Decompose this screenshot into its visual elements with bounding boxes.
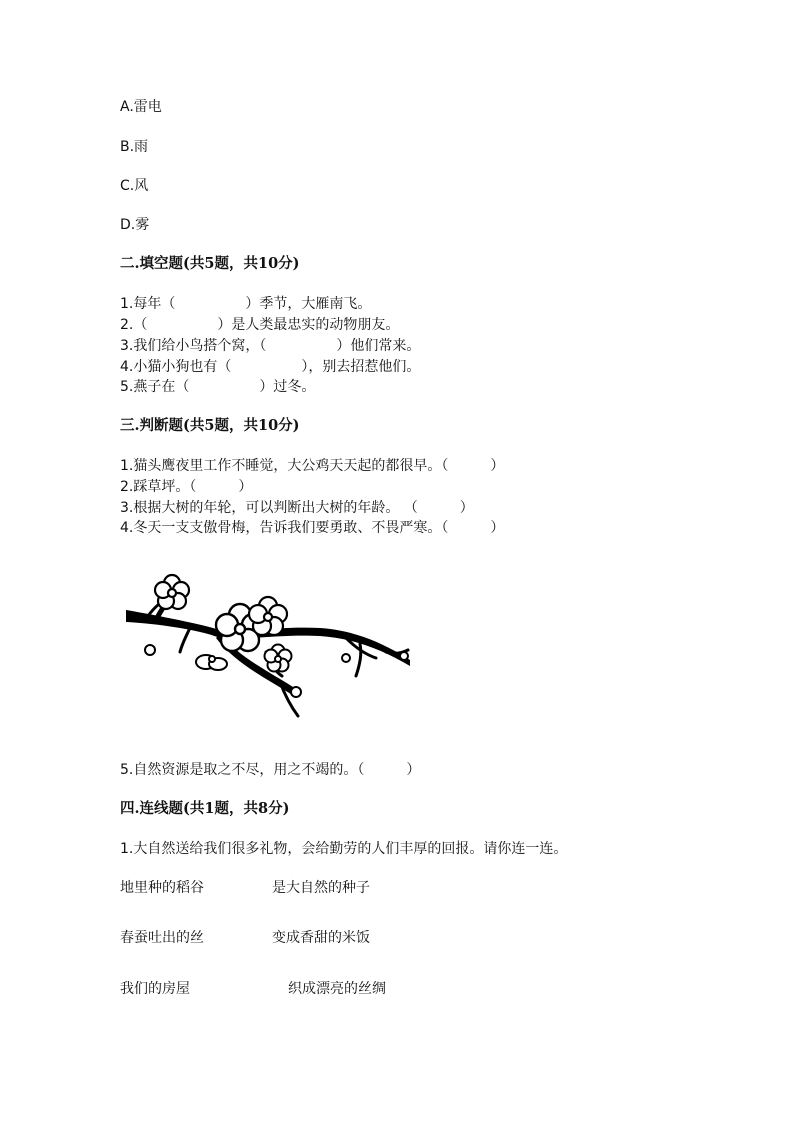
section-heading-matching: 四.连线题(共1题，共8分) xyxy=(120,800,290,817)
matching-right-item[interactable]: 是大自然的种子 xyxy=(272,880,370,896)
plum-blossom-branch-icon xyxy=(120,572,412,720)
fill-blank-item: 5.燕子在（ ）过冬。 xyxy=(120,379,316,395)
matching-right-item[interactable]: 织成漂亮的丝绸 xyxy=(288,981,386,997)
section-heading-true-false: 三.判断题(共5题，共10分) xyxy=(120,417,300,434)
fill-blank-item: 1.每年（ ）季节，大雁南飞。 xyxy=(120,296,372,312)
true-false-item: 3.根据大树的年轮，可以判断出大树的年龄。 （ ） xyxy=(120,500,474,516)
choice-c: C.风 xyxy=(120,178,149,194)
choice-d: D.雾 xyxy=(120,217,150,233)
true-false-item: 4.冬天一支支傲骨梅，告诉我们要勇敢、不畏严寒。（ ） xyxy=(120,520,505,536)
fill-blank-item: 2.（ ）是人类最忠实的动物朋友。 xyxy=(120,317,400,333)
matching-question: 1.大自然送给我们很多礼物，会给勤劳的人们丰厚的回报。请你连一连。 xyxy=(120,841,568,857)
matching-left-item[interactable]: 春蚕吐出的丝 xyxy=(120,930,204,946)
true-false-item: 5.自然资源是取之不尽，用之不竭的。（ ） xyxy=(120,762,421,778)
true-false-item: 2.踩草坪。（ ） xyxy=(120,479,253,495)
fill-blank-item: 4.小猫小狗也有（ ），别去招惹他们。 xyxy=(120,359,421,375)
fill-blank-item: 3.我们给小鸟搭个窝，（ ）他们常来。 xyxy=(120,338,421,354)
matching-left-item[interactable]: 地里种的稻谷 xyxy=(120,880,204,896)
true-false-item: 1.猫头鹰夜里工作不睡觉，大公鸡天天起的都很早。（ ） xyxy=(120,458,505,474)
choice-a: A.雷电 xyxy=(120,99,162,115)
matching-right-item[interactable]: 变成香甜的米饭 xyxy=(272,930,370,946)
matching-left-item[interactable]: 我们的房屋 xyxy=(120,981,190,997)
section-heading-fill-blank: 二.填空题(共5题，共10分) xyxy=(120,255,300,272)
choice-b: B.雨 xyxy=(120,139,149,155)
